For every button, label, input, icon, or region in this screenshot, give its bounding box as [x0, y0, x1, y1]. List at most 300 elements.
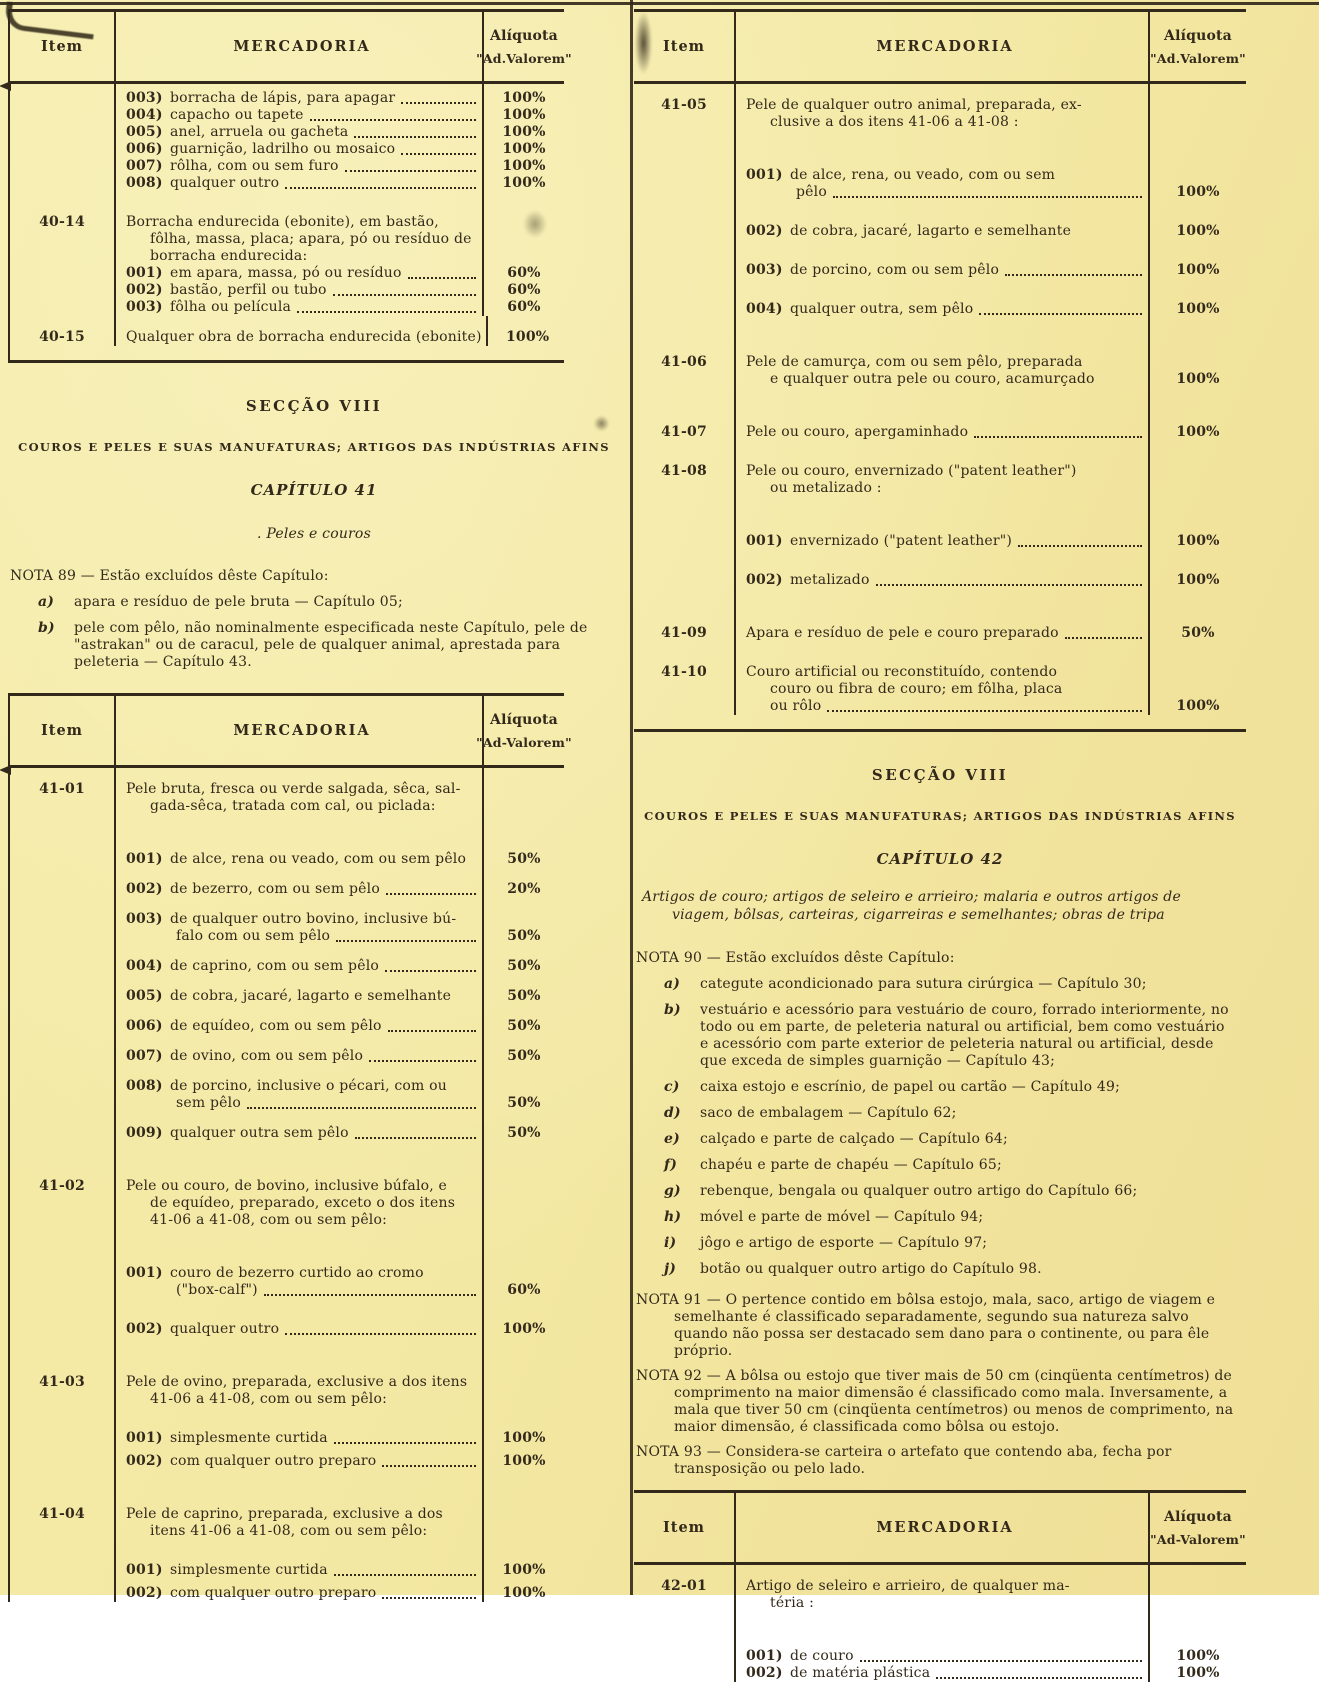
table-row [10, 1299, 564, 1338]
note-item-letter: c) [664, 1079, 680, 1095]
item-code [10, 299, 114, 316]
row-description [114, 1035, 484, 1065]
item-code [10, 1408, 114, 1447]
note-item-text: chapéu e parte de chapéu — Capítulo 65; [700, 1157, 1002, 1173]
description-text: ou rôlo [770, 698, 822, 714]
tariff-table-chapter41 [8, 693, 572, 1602]
table-header-item: Item [10, 696, 114, 768]
item-code: 41-03 [39, 1374, 85, 1390]
description-text: de equídeo, com ou sem pêlo [170, 1018, 382, 1034]
row-description [734, 642, 1150, 715]
item-code [10, 1579, 114, 1602]
dotted-leader [979, 313, 1142, 315]
row-rate [484, 1338, 564, 1408]
row-rate [484, 898, 564, 945]
note-item [634, 976, 1236, 993]
rate-value: 50% [507, 851, 541, 867]
table-header [10, 12, 572, 84]
row-rate [1150, 1565, 1246, 1612]
item-code [10, 1229, 114, 1299]
rate-value: 100% [1176, 698, 1220, 714]
item-code: 41-06 [661, 354, 707, 370]
row-rate [1150, 318, 1246, 388]
description-text: falo com ou sem pêlo [176, 928, 331, 944]
subitem-number: 004) [746, 301, 783, 317]
rate-value: 100% [502, 107, 546, 123]
dotted-leader [297, 311, 476, 313]
row-description [114, 1299, 484, 1338]
row-description [114, 1229, 484, 1299]
table-row [634, 550, 1246, 589]
note-89 [8, 568, 620, 671]
row-description [114, 1005, 484, 1035]
row-description [114, 265, 484, 282]
item-code: 41-09 [661, 625, 707, 641]
row-rate [484, 158, 564, 175]
dotted-leader [264, 1294, 476, 1296]
rate-value: 100% [502, 175, 546, 191]
row-description [734, 1565, 1150, 1612]
description-text: Pele de qualquer outro animal, preparada, ex- [746, 97, 1082, 113]
item-code [634, 201, 734, 240]
dotted-leader [876, 584, 1142, 586]
row-description [734, 1612, 1150, 1665]
note-item-text: vestuário e acessório para vestuário de couro, forrado interiormente, no todo ou em parte, de peleteria natural ou artificial, bem como vestuário e acessório com parte exterior de peleteria natural ou artificial, desde que exceda de simples guarnição — Capítulo 43; [700, 1002, 1229, 1069]
description-text: de cobra, jacaré, lagarto e semelhante [170, 988, 452, 1004]
table-header-mercadoria: MERCADORIA [114, 12, 484, 84]
description-text: rôlha, com ou sem furo [170, 158, 339, 174]
note-item-text: calçado e parte de calçado — Capítulo 64; [700, 1131, 1008, 1147]
row-description [114, 1142, 484, 1229]
table-row [634, 318, 1246, 388]
description-text: de cobra, jacaré, lagarto e semelhante [790, 223, 1072, 239]
description-text: Pele bruta, fresca ou verde salgada, sêca, sal- [126, 781, 461, 797]
table-row [10, 768, 564, 815]
note-item [634, 1105, 1236, 1122]
row-rate [484, 175, 564, 192]
description-text: metalizado [790, 572, 870, 588]
dotted-leader [334, 1442, 476, 1444]
note-item [634, 1131, 1236, 1148]
note-item-letter: i) [664, 1235, 677, 1251]
rate-value: 50% [507, 988, 541, 1004]
row-description [114, 1338, 484, 1408]
rate-value: 50% [507, 1095, 541, 1111]
item-code [10, 1005, 114, 1035]
item-code [634, 279, 734, 318]
rate-value: 100% [502, 158, 546, 174]
note-item-letter: a) [664, 976, 681, 992]
table-row [10, 1035, 564, 1065]
section-subtitle: COUROS E PELES E SUAS MANUFATURAS; ARTIGOS DAS INDÚSTRIAS AFINS [18, 440, 610, 454]
rate-value: 100% [502, 1562, 546, 1578]
note-item-text: jôgo e artigo de esporte — Capítulo 97; [700, 1235, 988, 1251]
description-text: de qualquer outro bovino, inclusive bú- [170, 911, 457, 927]
description-text: simplesmente curtida [170, 1430, 328, 1446]
rate-value: 100% [1176, 301, 1220, 317]
row-rate [484, 1035, 564, 1065]
rate-value: 50% [507, 958, 541, 974]
note-item [8, 620, 620, 671]
description-text: sem pêlo [176, 1095, 241, 1111]
row-description [734, 441, 1150, 497]
description-text: borracha de lápis, para apagar [170, 90, 396, 106]
table-row [10, 1447, 564, 1470]
table-row [10, 1005, 564, 1035]
row-description [734, 550, 1150, 589]
table-row [10, 815, 564, 868]
item-code: 41-08 [661, 463, 707, 479]
dotted-leader [827, 710, 1142, 712]
chapter-title: CAPÍTULO 41 [250, 481, 378, 499]
note-title: NOTA 89 — Estão excluídos dêste Capítulo: [10, 568, 329, 584]
description-text: borracha endurecida: [150, 248, 308, 264]
table-row [10, 84, 564, 107]
note-item-letter: b) [664, 1002, 681, 1018]
table-row [634, 642, 1246, 715]
description-text: itens 41-06 a 41-08, com ou sem pêlo: [150, 1523, 428, 1539]
row-rate [484, 768, 564, 815]
section-heading-block [634, 766, 1246, 924]
item-code [10, 1299, 114, 1338]
row-rate [484, 1470, 564, 1540]
item-code [634, 497, 734, 550]
description-text: qualquer outra, sem pêlo [790, 301, 974, 317]
item-code: 41-04 [39, 1506, 85, 1522]
dotted-leader [355, 1137, 476, 1139]
table-row [634, 279, 1246, 318]
description-text: capacho ou tapete [170, 107, 304, 123]
row-description [114, 84, 484, 107]
note-item-text: botão ou qualquer outro artigo do Capítulo 98. [700, 1261, 1042, 1277]
row-description [114, 768, 484, 815]
description-text: de alce, rena ou veado, com ou sem pêlo [170, 851, 467, 867]
note-item [634, 1235, 1236, 1252]
row-description [734, 279, 1150, 318]
section-heading-block [8, 397, 620, 542]
rate-value: 50% [1181, 625, 1215, 641]
description-text: envernizado ("patent leather") [790, 533, 1013, 549]
table-row [10, 124, 564, 141]
subitem-number: 002) [126, 881, 163, 897]
dotted-leader [247, 1107, 476, 1109]
description-text: 41-06 a 41-08, com ou sem pêlo: [150, 1212, 388, 1228]
description-text: Pele ou couro, envernizado ("patent leather") [746, 463, 1077, 479]
table-row [10, 107, 564, 124]
dotted-leader [1065, 637, 1142, 639]
note-item [634, 1183, 1236, 1200]
rate-value: 20% [507, 881, 541, 897]
note-item-text: móvel e parte de móvel — Capítulo 94; [700, 1209, 984, 1225]
row-description [734, 589, 1150, 642]
row-rate [488, 316, 568, 346]
aliquota-label-line1: Alíquota [1164, 1508, 1232, 1525]
table-row [10, 1579, 564, 1602]
table-row [10, 898, 564, 945]
item-code: 41-01 [39, 781, 85, 797]
left-column [8, 0, 620, 1602]
note-item-text: categute acondicionado para sutura cirúrgica — Capítulo 30; [700, 976, 1147, 992]
item-code [10, 175, 114, 192]
row-rate [484, 945, 564, 975]
note-item [634, 1079, 1236, 1096]
subitem-number: 008) [126, 175, 163, 191]
table-row [10, 282, 564, 299]
note-item-text: pele com pêlo, não nominalmente especificada neste Capítulo, pele de "astrakan" ou de caracul, pele de qualquer animal, aprestada para peleteria — Capítulo 43. [74, 620, 588, 670]
chapter-subtitle: . Peles e couros [257, 526, 371, 542]
subitem-number: 008) [126, 1078, 163, 1094]
item-code [10, 265, 114, 282]
description-text: com qualquer outro preparo [170, 1453, 377, 1469]
row-description [114, 175, 484, 192]
table-row [10, 1338, 564, 1408]
table-header-mercadoria: MERCADORIA [734, 1493, 1150, 1565]
subitem-number: 004) [126, 958, 163, 974]
row-rate [484, 1408, 564, 1447]
item-code [10, 124, 114, 141]
rate-value: 100% [1176, 223, 1220, 239]
row-rate [484, 1299, 564, 1338]
item-code: 40-14 [39, 214, 85, 230]
subitem-number: 006) [126, 1018, 163, 1034]
description-text: Pele de ovino, preparada, exclusive a dos itens [126, 1374, 468, 1390]
aliquota-label-line2: "Ad-Valorem" [1150, 1531, 1246, 1547]
item-code [10, 1112, 114, 1142]
row-rate [484, 192, 564, 265]
item-code [634, 550, 734, 589]
subitem-number: 004) [126, 107, 163, 123]
description-text: em apara, massa, pó ou resíduo [170, 265, 402, 281]
dotted-leader [285, 1333, 476, 1335]
table-row [10, 1065, 564, 1112]
table-row [10, 1142, 564, 1229]
row-rate [1150, 388, 1246, 441]
row-rate [484, 1447, 564, 1470]
row-rate [1150, 279, 1246, 318]
subitem-number: 001) [746, 1648, 783, 1664]
dotted-leader [401, 153, 476, 155]
column-divider-rule [630, 0, 633, 1595]
subitem-number: 001) [126, 1562, 163, 1578]
description-text: Pele de caprino, preparada, exclusive a dos [126, 1506, 443, 1522]
description-text: ("box-calf") [176, 1282, 258, 1298]
section-title: SECÇÃO VIII [245, 397, 383, 415]
row-description [114, 1540, 484, 1579]
rate-value: 100% [505, 329, 550, 345]
note-item-list [8, 594, 620, 671]
row-description [734, 1665, 1150, 1682]
description-text: Borracha endurecida (ebonite), em bastão, [126, 214, 439, 230]
description-text: Apara e resíduo de pele e couro preparado [746, 625, 1059, 641]
subitem-number: 006) [126, 141, 163, 157]
table-header-aliquota [1150, 1493, 1246, 1565]
description-text: Artigo de seleiro e arrieiro, de qualquer ma- [746, 1578, 1070, 1594]
subitem-number: 002) [126, 282, 163, 298]
note-item [8, 594, 620, 611]
dotted-leader [974, 436, 1142, 438]
row-rate [484, 84, 564, 107]
subitem-number: 003) [126, 299, 163, 315]
subitem-number: 001) [746, 533, 783, 549]
row-rate [484, 282, 564, 299]
subitem-number: 002) [746, 223, 783, 239]
dotted-leader [1005, 274, 1142, 276]
subitem-number: 003) [746, 262, 783, 278]
row-rate [484, 265, 564, 282]
item-code: 41-05 [661, 97, 707, 113]
description-text: gada-sêca, tratada com cal, ou piclada: [150, 798, 436, 814]
rate-value: 100% [1176, 371, 1220, 387]
subitem-number: 002) [746, 572, 783, 588]
tariff-table-chapter42 [634, 1490, 1246, 1682]
row-description [114, 868, 484, 898]
description-text: de ovino, com ou sem pêlo [170, 1048, 364, 1064]
table-header [10, 696, 572, 768]
subitem-number: 007) [126, 158, 163, 174]
row-description [114, 1408, 484, 1447]
description-text: de bezerro, com ou sem pêlo [170, 881, 380, 897]
item-code [10, 945, 114, 975]
note-item-letter: h) [664, 1209, 682, 1225]
table-row [634, 1612, 1246, 1665]
row-description [114, 107, 484, 124]
row-description [734, 131, 1150, 201]
subitem-number: 001) [126, 265, 163, 281]
description-text: de porcino, com ou sem pêlo [790, 262, 1000, 278]
description-text: de matéria plástica [790, 1665, 931, 1681]
item-code [10, 898, 114, 945]
row-description [734, 240, 1150, 279]
table-row [10, 975, 564, 1005]
dotted-leader [388, 1030, 476, 1032]
table-row [634, 1565, 1246, 1612]
row-rate [1150, 642, 1246, 715]
dotted-leader [385, 970, 476, 972]
rate-value: 100% [502, 1430, 546, 1446]
item-code [10, 1447, 114, 1470]
note-item-letter: f) [664, 1157, 678, 1173]
row-rate [1150, 497, 1246, 550]
description-text: com qualquer outro preparo [170, 1585, 377, 1601]
item-code: 40-15 [39, 329, 85, 345]
row-rate [1150, 589, 1246, 642]
table-row [10, 316, 564, 346]
description-text: qualquer outro [170, 1321, 280, 1337]
table-header-item: Item [10, 12, 114, 84]
row-rate [484, 1005, 564, 1035]
dotted-leader [336, 940, 476, 942]
note-item [634, 1261, 1236, 1278]
table-row [10, 141, 564, 158]
table-row [10, 299, 564, 316]
row-description [114, 158, 484, 175]
chapter-title: CAPÍTULO 42 [876, 850, 1004, 868]
description-text: Pele ou couro, apergaminhado [746, 424, 969, 440]
aliquota-label-line2: "Ad.Valorem" [476, 50, 572, 66]
note-91: NOTA 91 — O pertence contido em bôlsa estojo, mala, saco, artigo de viagem e semelhante é classificado separadamente, segundo sua natureza salvo quando não possa ser destacado sem dano para o continente, ou para êle próprio. [636, 1292, 1216, 1359]
subitem-number: 009) [126, 1125, 163, 1141]
dotted-leader [354, 136, 476, 138]
row-description [734, 84, 1150, 131]
item-code [10, 815, 114, 868]
item-code [10, 141, 114, 158]
description-text: e qualquer outra pele ou couro, acamurçado [770, 371, 1095, 387]
row-rate [484, 815, 564, 868]
row-description [114, 1470, 484, 1540]
subitem-number: 007) [126, 1048, 163, 1064]
item-code [10, 868, 114, 898]
rate-value: 100% [1176, 262, 1220, 278]
description-text: pêlo [796, 184, 827, 200]
description-text: Pele de camurça, com ou sem pêlo, preparada [746, 354, 1083, 370]
table-row [10, 945, 564, 975]
item-code [10, 1065, 114, 1112]
item-code: 41-02 [39, 1178, 85, 1194]
description-text: anel, arruela ou gacheta [170, 124, 349, 140]
aliquota-label-line1: Alíquota [490, 711, 558, 728]
rate-value: 50% [507, 1048, 541, 1064]
row-description [114, 1112, 484, 1142]
rate-value: 60% [507, 299, 541, 315]
description-text: de porcino, inclusive o pécari, com ou [170, 1078, 448, 1094]
rate-value: 100% [502, 1585, 546, 1601]
row-rate [1150, 550, 1246, 589]
table-row [634, 497, 1246, 550]
note-item-letter: g) [664, 1183, 681, 1199]
note-92: NOTA 92 — A bôlsa ou estojo que tiver mais de 50 cm (cinqüenta centímetros) de comprimento na maior dimensão é classificado como mala. Inversamente, a mala que tiver 50 cm (cinqüenta centímetros) ou menos de comprimento, na maior dimensão, é classificada como bôlsa ou estojo. [636, 1368, 1234, 1435]
table-header [634, 1493, 1246, 1565]
rate-value: 50% [507, 1125, 541, 1141]
tariff-table-chapter41-continued [634, 9, 1246, 732]
row-description [114, 192, 484, 265]
note-item-list [634, 976, 1236, 1278]
row-rate [484, 1579, 564, 1602]
rate-value: 60% [507, 282, 541, 298]
row-rate [484, 975, 564, 1005]
table-row [10, 1408, 564, 1447]
rate-value: 100% [502, 141, 546, 157]
table-row [634, 240, 1246, 279]
row-rate [484, 1229, 564, 1299]
dotted-leader [334, 1574, 476, 1576]
rate-value: 50% [507, 1018, 541, 1034]
row-description [114, 141, 484, 158]
dotted-leader [285, 187, 476, 189]
row-description [734, 201, 1150, 240]
dotted-leader [401, 102, 476, 104]
item-code [634, 240, 734, 279]
row-description [114, 299, 484, 316]
row-description [114, 282, 484, 299]
row-description [114, 124, 484, 141]
row-description [114, 316, 488, 346]
dotted-leader [860, 1660, 1142, 1662]
description-text: guarnição, ladrilho ou mosaico [170, 141, 396, 157]
row-description [114, 975, 484, 1005]
rate-value: 100% [502, 1321, 546, 1337]
row-description [114, 1065, 484, 1112]
note-item-letter: d) [664, 1105, 681, 1121]
table-row [634, 201, 1246, 240]
row-description [734, 497, 1150, 550]
rate-value: 100% [502, 124, 546, 140]
dotted-leader [386, 893, 476, 895]
row-rate [1150, 441, 1246, 497]
rate-value: 100% [1176, 572, 1220, 588]
table-header-aliquota [1150, 12, 1246, 84]
note-item-text: apara e resíduo de pele bruta — Capítulo 05; [74, 594, 403, 610]
item-code [10, 1035, 114, 1065]
